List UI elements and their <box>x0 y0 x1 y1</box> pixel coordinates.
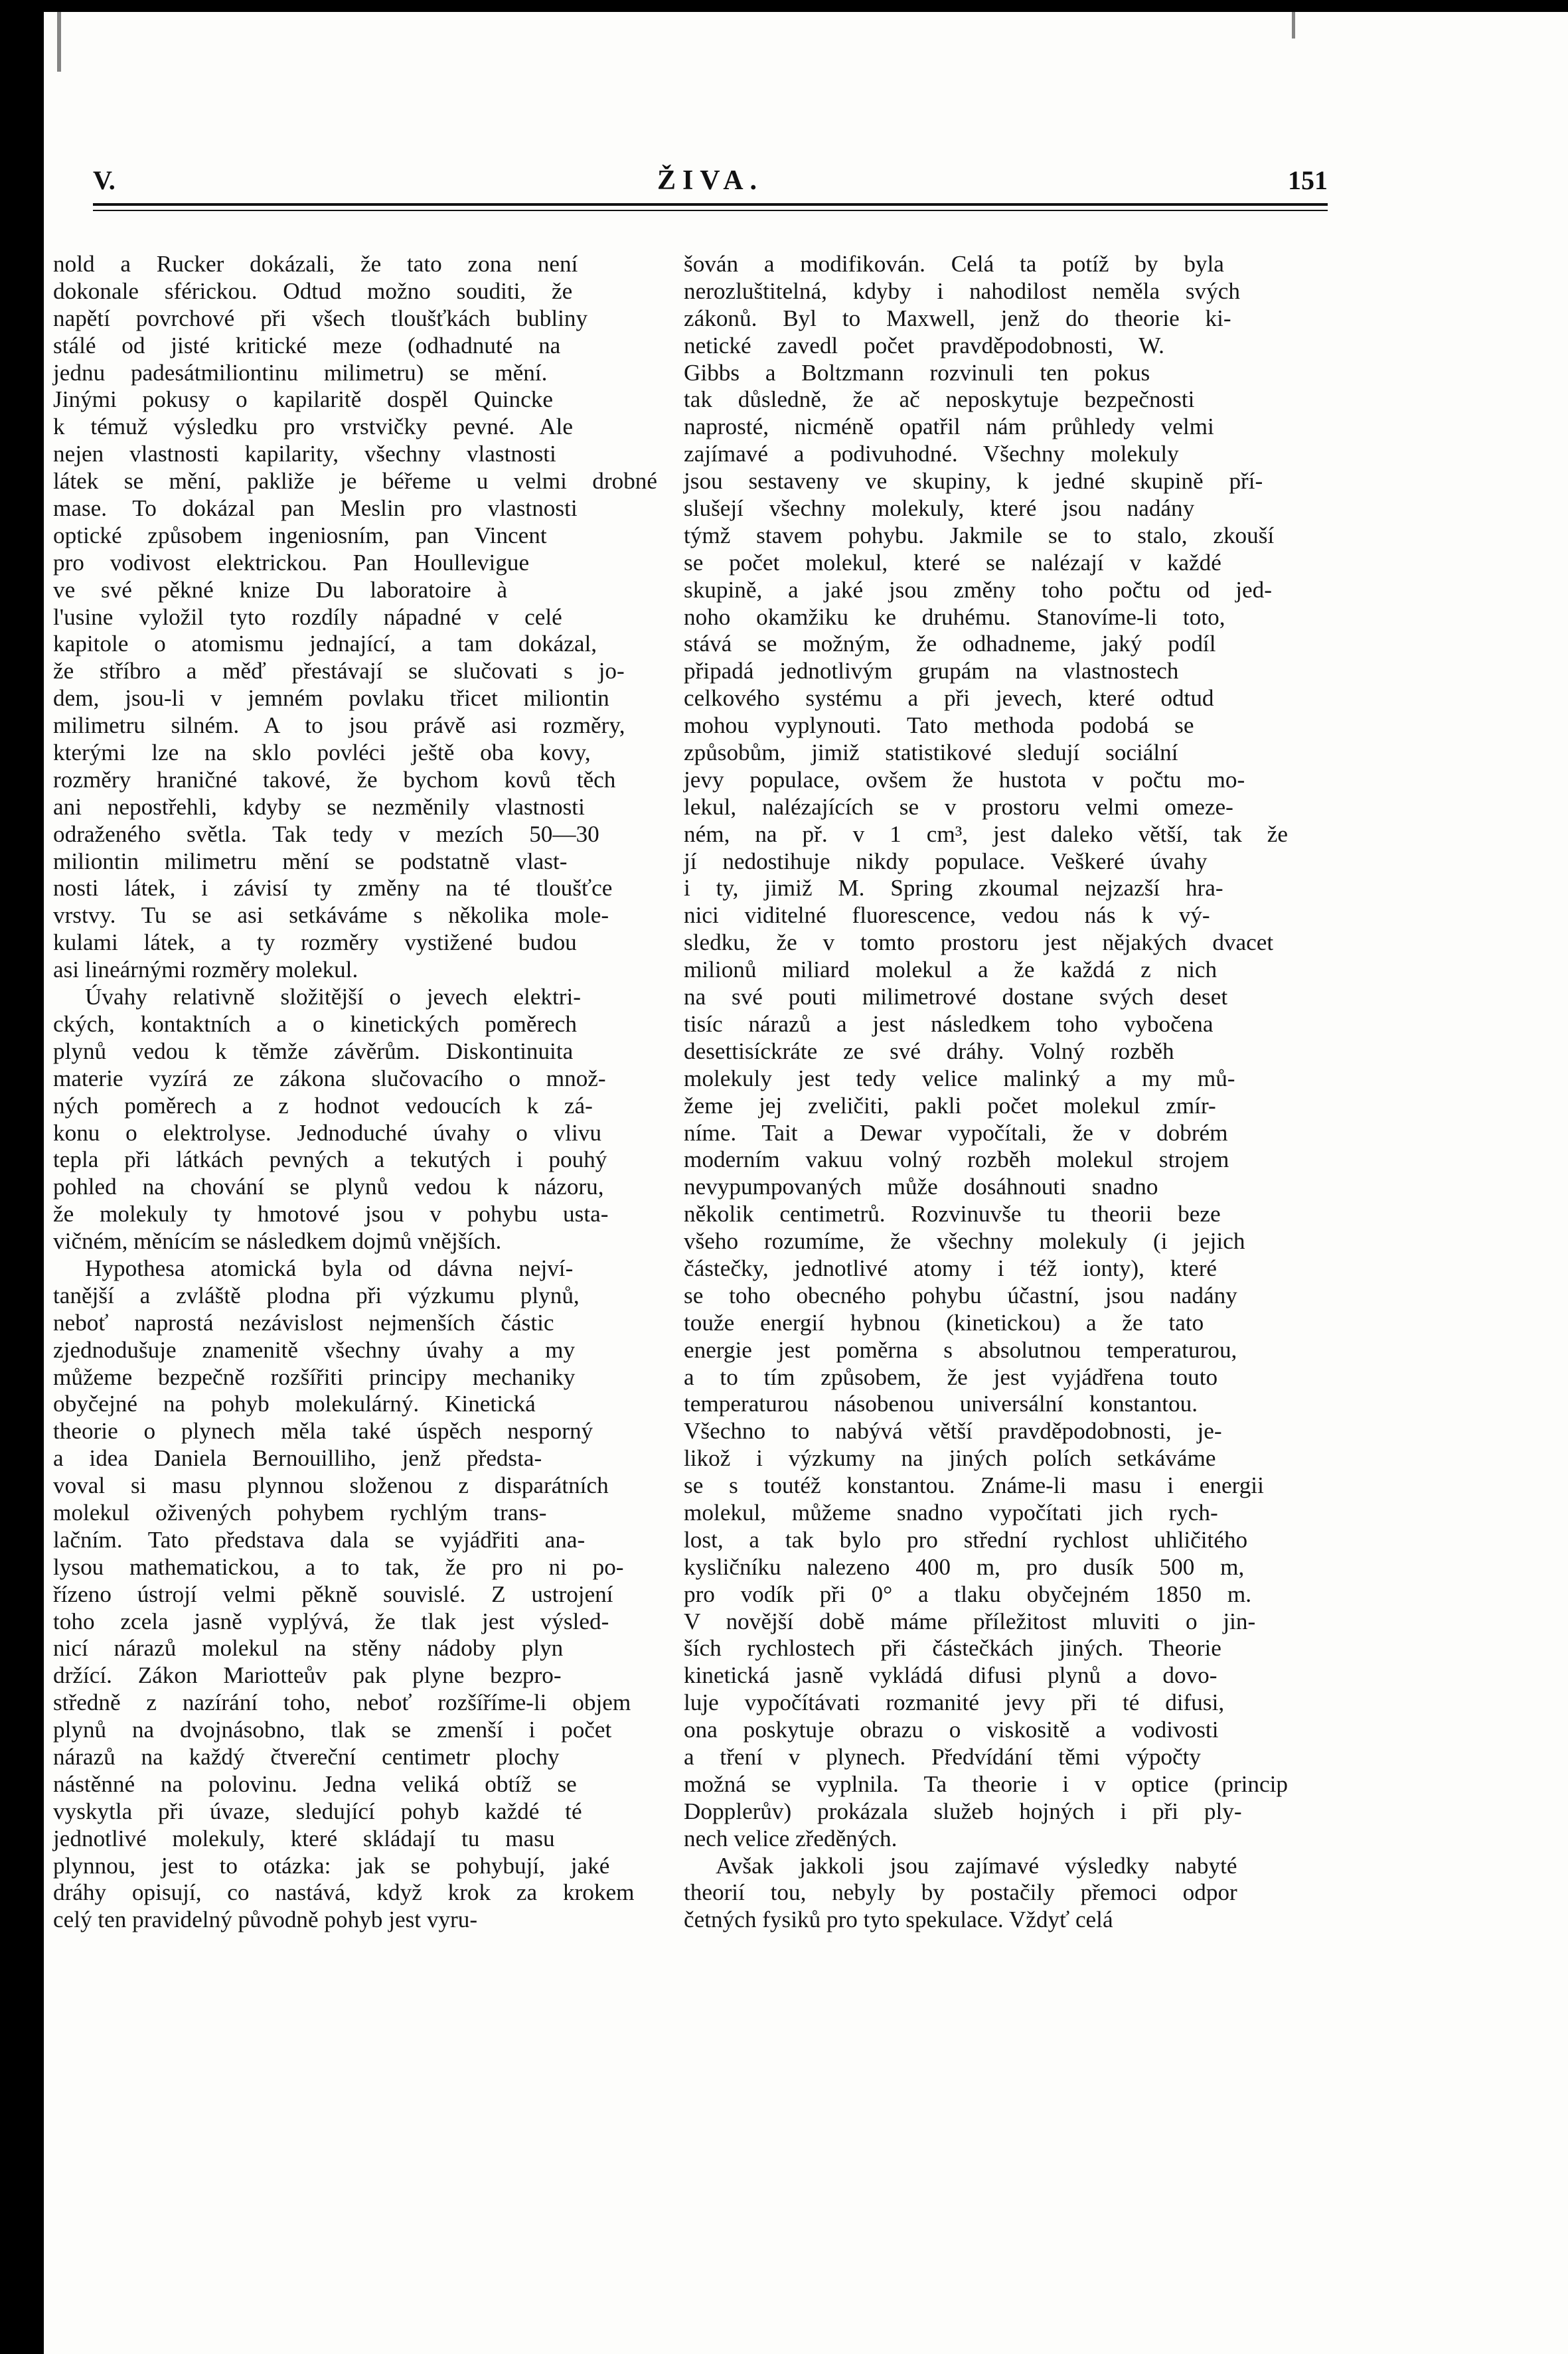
text-line: kapitole o atomismu jednající, a tam dokázal, <box>53 631 597 657</box>
text-line: energie jest poměrna s absolutnou temperaturou, <box>684 1336 1237 1363</box>
page-number: 151 <box>1288 165 1328 195</box>
text-line: Hypothesa atomická byla od dávna nejví- <box>85 1255 574 1281</box>
text-line: nejen vlastnosti kapilarity, všechny vlastnosti <box>53 441 556 467</box>
text-line: všeho rozumíme, že všechny molekuly (i jejich <box>684 1228 1245 1255</box>
text-line: voval si masu plynnou složenou z disparátních <box>53 1472 609 1499</box>
text-line: lekul, nalézajících se v prostoru velmi omeze- <box>684 793 1233 820</box>
right-column <box>684 251 1288 1934</box>
text-line: lačním. Tato představa dala se vyjádřiti ana- <box>53 1526 586 1553</box>
text-line: sledku, že v tomto prostoru jest nějakých dvacet <box>684 929 1274 956</box>
text-line: milionů miliard molekul a že každá z nich <box>684 957 1217 983</box>
text-line: ných poměrech a z hodnot vedoucích k zá- <box>53 1092 593 1119</box>
text-line: pohled na chování se plynů vedou k názoru, <box>53 1174 604 1200</box>
text-line: mase. To dokázal pan Meslin pro vlastnosti <box>53 495 578 522</box>
text-line: temperaturou násobenou universální konstantou. <box>684 1391 1198 1417</box>
text-line: jednu padesátmiliontinu milimetru) se mění. <box>53 359 548 386</box>
text-line: slušejí všechny molekuly, které jsou nadány <box>684 495 1195 522</box>
text-line: lysou mathematickou, a to tak, že pro ni po- <box>53 1553 624 1580</box>
text-line: látek se mění, pakliže je béřeme u velmi drobné <box>53 468 657 495</box>
text-line: i ty, jimiž M. Spring zkoumal nejzazší hra- <box>684 875 1223 902</box>
text-line: pro vodivost elektrickou. Pan Houllevigue <box>53 549 530 576</box>
text-line: jednotlivé molekuly, které skládají tu masu <box>53 1825 555 1851</box>
text-line: l'usine vyložil tyto rozdíly nápadné v celé <box>53 603 562 630</box>
text-line: zákonů. Byl to Maxwell, jenž do theorie ki- <box>684 305 1231 331</box>
text-line: připadá jednotlivým grupám na vlastnostech <box>684 658 1179 684</box>
text-line: materie vyzírá ze zákona slučovacího o množ- <box>53 1065 606 1091</box>
text-line: nástěnné na polovinu. Jedna veliká obtíž se <box>53 1770 577 1797</box>
text-line: nicí nárazů molekul na stěny nádoby plyn <box>53 1635 564 1662</box>
text-line: ona poskytuje obrazu o viskositě a vodivosti <box>684 1717 1219 1743</box>
text-line: Dopplerův) prokázala služeb hojných i při ply- <box>684 1798 1242 1824</box>
text-line: četných fysiků pro tyto spekulace. Vždyť celá <box>684 1907 1113 1933</box>
text-line: k témuž výsledku pro vrstvičky pevné. Ale <box>53 414 573 440</box>
journal-title: ŽIVA. <box>657 165 764 196</box>
text-line: středně z nazírání toho, neboť rozšíříme-li objem <box>53 1689 631 1716</box>
text-line: asi lineárnými rozměry molekul. <box>53 957 358 983</box>
text-line: theorie o plynech měla také úspěch nesporný <box>53 1418 593 1445</box>
text-line: na své pouti milimetrové dostane svých deset <box>684 984 1228 1010</box>
text-line: nárazů na každý čtvereční centimetr plochy <box>53 1743 560 1770</box>
header-rule <box>93 203 1328 206</box>
text-line: vyskytla při úvaze, sledující pohyb každé té <box>53 1798 582 1824</box>
text-line: kysličníku nalezeno 400 m, pro dusík 500 m, <box>684 1553 1245 1580</box>
text-line: kulami látek, a ty rozměry vystižené budou <box>53 929 577 956</box>
text-line: mohou vyplynouti. Tato methoda podobá se <box>684 712 1194 739</box>
text-line: toho zcela jasně vyplývá, že tlak jest výsled- <box>53 1608 609 1634</box>
text-line: nevypumpovaných může dosáhnouti snadno <box>684 1174 1158 1200</box>
text-line: vičném, měnícím se následkem dojmů vnějších. <box>53 1228 502 1255</box>
text-line: pro vodík při 0° a tlaku obyčejném 1850 m. <box>684 1581 1252 1607</box>
text-line: zajímavé a podivuhodné. Všechny molekuly <box>684 441 1179 467</box>
text-line: touže energií hybnou (kinetickou) a že tato <box>684 1309 1204 1336</box>
text-line: dem, jsou-li v jemném povlaku třicet miliontin <box>53 685 609 712</box>
text-line: Úvahy relativně složitější o jevech elektri- <box>85 984 581 1010</box>
text-line: částečky, jednotlivé atomy i též ionty), které <box>684 1255 1217 1281</box>
left-column <box>53 251 657 1934</box>
text-line: konu o elektrolyse. Jednoduché úvahy o vlivu <box>53 1119 601 1146</box>
text-line: se toho obecného pohybu účastní, jsou nadány <box>684 1282 1237 1308</box>
volume-number: V. <box>93 165 116 195</box>
text-line: a to tím způsobem, že jest vyjádřena touto <box>684 1364 1218 1390</box>
text-line: že stříbro a měď přestávají se slučovati s jo- <box>53 658 625 684</box>
scan-artifact <box>1292 12 1295 39</box>
text-line: neboť naprostá nezávislost nejmenších částic <box>53 1309 554 1336</box>
text-line: několik centimetrů. Rozvinuvše tu theorii beze <box>684 1201 1221 1227</box>
text-line: miliontin milimetru mění se podstatně vlast- <box>53 848 568 874</box>
text-line: molekul oživených pohybem rychlým trans- <box>53 1499 547 1526</box>
text-line: V novější době máme příležitost mluviti o jin- <box>684 1608 1256 1634</box>
text-line: tisíc nárazů a jest následkem toho vybočena <box>684 1010 1214 1037</box>
text-line: obyčejné na pohyb molekulárný. Kinetická <box>53 1391 536 1417</box>
text-line: celkového systému a při jevech, které odtud <box>684 685 1214 712</box>
text-line: kterými lze na sklo povléci ještě oba kovy, <box>53 740 591 766</box>
text-line: možná se vyplnila. Ta theorie i v optice (princip <box>684 1770 1288 1797</box>
text-line: ani nepostřehli, kdyby se nezměnily vlastnosti <box>53 793 585 820</box>
text-line: nold a Rucker dokázali, že tato zona není <box>53 251 578 277</box>
text-line: šován a modifikován. Celá ta potíž by byla <box>684 251 1224 277</box>
text-line: jí nedostihuje nikdy populace. Veškeré úvahy <box>684 848 1208 874</box>
text-line: níme. Tait a Dewar vypočítali, že v dobrém <box>684 1119 1228 1146</box>
text-line: optické způsobem ingeniosním, pan Vincent <box>53 522 547 548</box>
text-line: dráhy opisují, co nastává, když krok za krokem <box>53 1879 635 1906</box>
text-line: nech velice zředěných. <box>684 1825 898 1851</box>
text-line: Jinými pokusy o kapilaritě dospěl Quincke <box>53 386 553 413</box>
text-line: odraženého světla. Tak tedy v mezích 50—30 <box>53 821 599 847</box>
text-line: jevy populace, ovšem že hustota v počtu mo- <box>684 766 1245 793</box>
text-line: stálé od jisté kritické meze (odhadnuté na <box>53 332 561 358</box>
text-line: netické zavedl počet pravděpodobnosti, W. <box>684 332 1164 358</box>
text-line: naprosté, nicméně opatřil nám průhledy velmi <box>684 414 1214 440</box>
text-line: Gibbs a Boltzmann rozvinuli ten pokus <box>684 359 1150 386</box>
scan-artifact <box>57 12 61 72</box>
text-line: se počet molekul, které se nalézají v každé <box>684 549 1221 576</box>
text-line: Avšak jakkoli jsou zajímavé výsledky nabyté <box>716 1852 1237 1879</box>
text-line: plynů na dvojnásobno, tlak se zmenší i počet <box>53 1717 612 1743</box>
text-line: kinetická jasně vykládá difusi plynů a dovo- <box>684 1662 1217 1689</box>
text-line: ve své pěkné knize Du laboratoire à <box>53 576 508 603</box>
text-line: noho okamžiku ke druhému. Stanovíme-li toto, <box>684 603 1225 630</box>
text-line: nosti látek, i závisí ty změny na té tloušťce <box>53 875 613 902</box>
text-line: likož i výzkumy na jiných polích setkáváme <box>684 1445 1216 1472</box>
text-line: molekul, můžeme snadno vypočítati jich rych- <box>684 1499 1218 1526</box>
text-line: napětí povrchové při všech tloušťkách bubliny <box>53 305 588 331</box>
text-line: ckých, kontaktních a o kinetických poměrech <box>53 1010 578 1037</box>
text-line: můžeme bezpečně rozšířiti principy mechaniky <box>53 1364 576 1390</box>
header-rule <box>93 210 1328 211</box>
text-line: ném, na př. v 1 cm³, jest daleko větší, tak že <box>684 821 1288 847</box>
text-line: Všechno to nabývá větší pravděpodobnosti, je- <box>684 1418 1222 1445</box>
text-line: plynnou, jest to otázka: jak se pohybují, jaké <box>53 1852 610 1879</box>
text-line: způsobům, jimiž statistikové sledují sociální <box>684 740 1178 766</box>
text-line: lost, a tak bylo pro střední rychlost uhličitého <box>684 1526 1248 1553</box>
text-line: týmž stavem pohybu. Jakmile se to stalo, zkouší <box>684 522 1275 548</box>
text-line: desettisíckráte ze své dráhy. Volný rozběh <box>684 1038 1174 1064</box>
text-line: nerozluštitelná, kdyby i nahodilost neměla svých <box>684 277 1240 304</box>
text-line: molekuly jest tedy velice malinký a my mů- <box>684 1065 1235 1091</box>
text-line: jsou sestaveny ve skupiny, k jedné skupině pří- <box>684 468 1263 495</box>
text-line: a idea Daniela Bernouilliho, jenž předsta- <box>53 1445 542 1472</box>
text-line: tepla při látkách pevných a tekutých i pouhý <box>53 1146 607 1173</box>
text-line: zjednodušuje znamenitě všechny úvahy a my <box>53 1336 576 1363</box>
text-line: řízeno ústrojí velmi pěkně souvislé. Z ustrojení <box>53 1581 613 1607</box>
text-line: tak důsledně, že ač neposkytuje bezpečnosti <box>684 386 1195 413</box>
text-line: dokonale sférickou. Odtud možno souditi, že <box>53 277 573 304</box>
text-line: luje vypočítávati rozmanité jevy při té difusi, <box>684 1689 1225 1716</box>
text-line: tanější a zvláště plodna při výzkumu plynů, <box>53 1282 580 1308</box>
text-line: celý ten pravidelný původně pohyb jest vyru- <box>53 1907 478 1933</box>
text-line: stává se možným, že odhadneme, jaký podíl <box>684 631 1216 657</box>
text-line: vrstvy. Tu se asi setkáváme s několika mole- <box>53 902 609 929</box>
text-line: milimetru silném. A to jsou právě asi rozměry, <box>53 712 625 739</box>
text-line: ších rychlostech při částečkách jiných. Theorie <box>684 1635 1221 1662</box>
text-line: rozměry hraničné takové, že bychom kovů těch <box>53 766 616 793</box>
text-line: theorií tou, nebyly by postačily přemoci odpor <box>684 1879 1237 1906</box>
text-line: držící. Zákon Mariotteův pak plyne bezpro- <box>53 1662 562 1689</box>
text-line: že molekuly ty hmotové jsou v pohybu usta- <box>53 1201 609 1227</box>
text-line: a tření v plynech. Předvídání těmi výpočty <box>684 1743 1202 1770</box>
text-line: plynů vedou k těmže závěrům. Diskontinuita <box>53 1038 574 1064</box>
text-line: moderním vakuu volný rozběh molekul strojem <box>684 1146 1229 1173</box>
text-line: se s toutéž konstantou. Známe-li masu i energii <box>684 1472 1264 1499</box>
text-line: nici viditelné fluorescence, vedou nás k vý- <box>684 902 1210 929</box>
text-line: skupině, a jaké jsou změny toho počtu od jed- <box>684 576 1272 603</box>
text-line: žeme jej zveličiti, pakli počet molekul zmír- <box>684 1092 1216 1119</box>
